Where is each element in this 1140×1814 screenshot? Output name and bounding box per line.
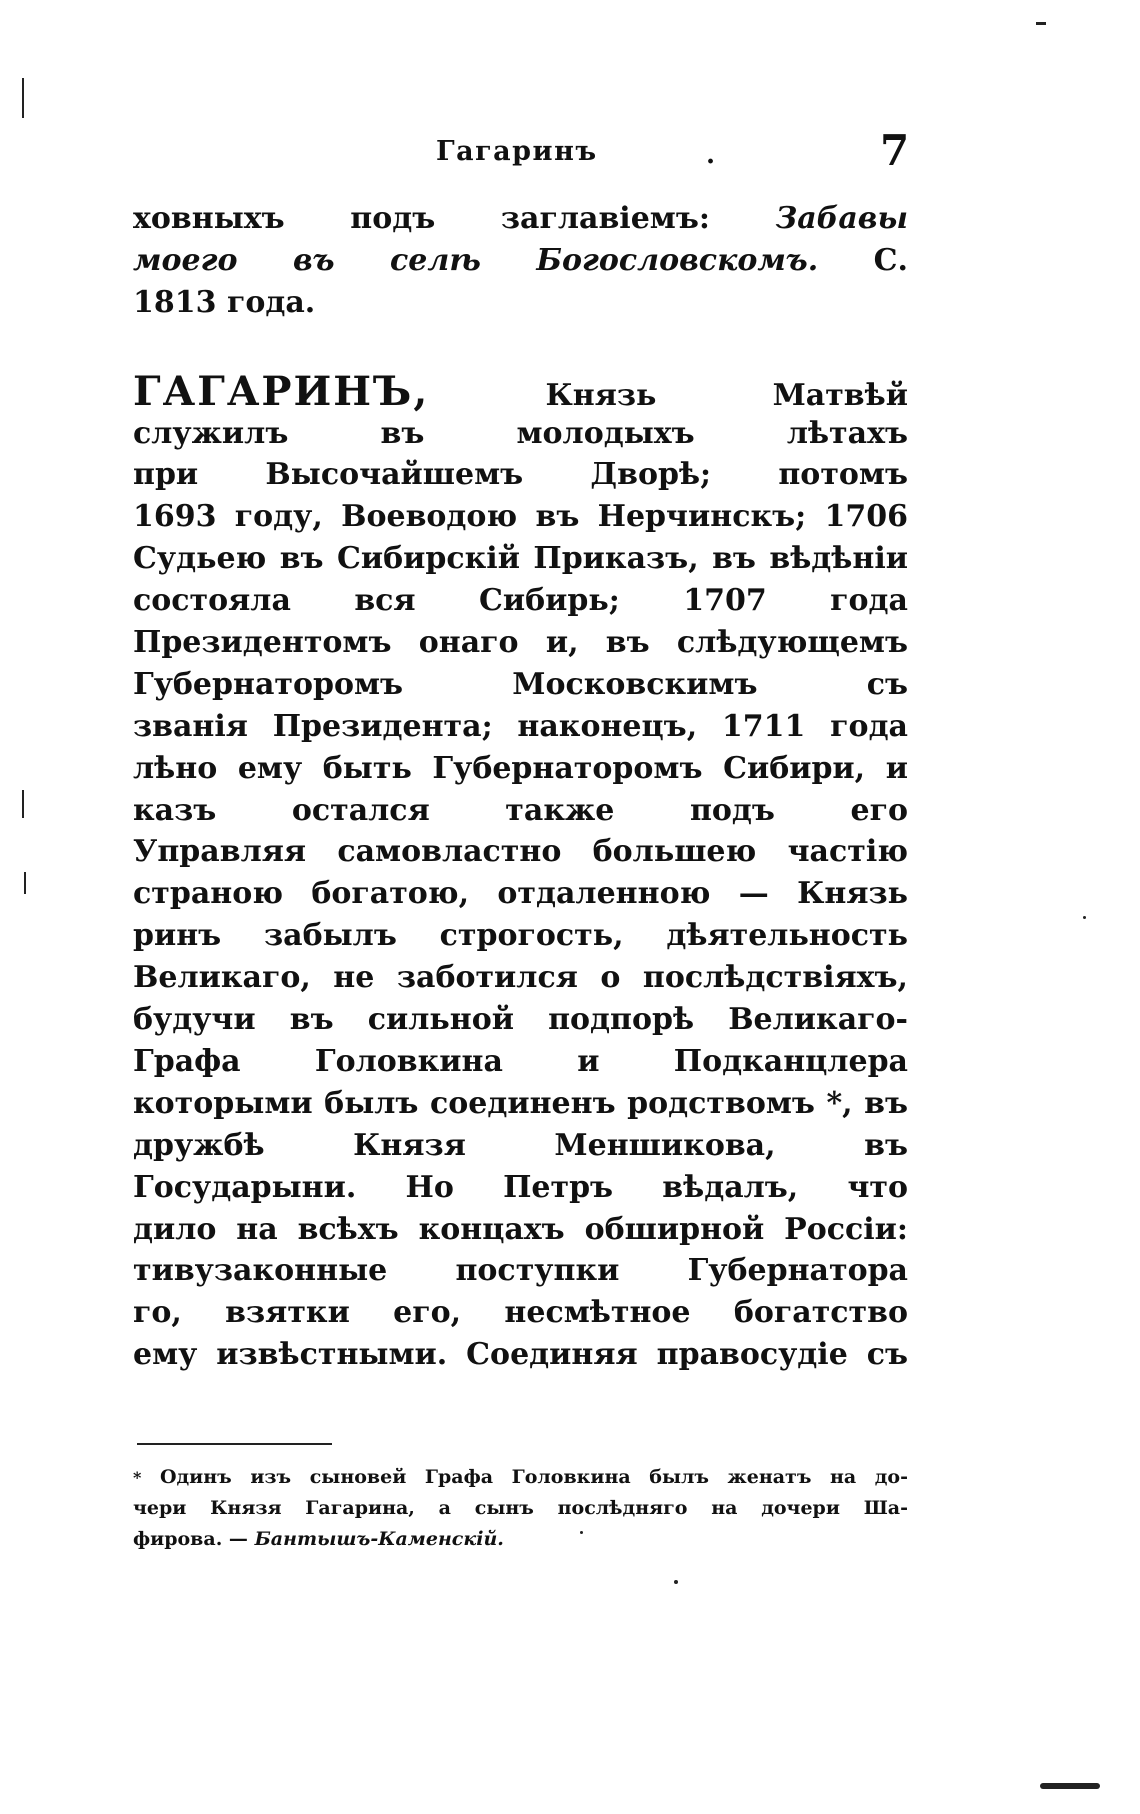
text-line: ринъ забылъ строгость, дѣятельность [133, 918, 908, 954]
text-line: го, взятки его, несмѣтное богатство [133, 1295, 908, 1331]
scan-mark [22, 78, 24, 118]
running-head-dot: . [706, 140, 716, 170]
text-line: Управляя самовластно большею частію [133, 834, 908, 870]
text-line: казъ остался также подъ его [133, 792, 908, 828]
text-line: 1813 года. [133, 284, 316, 320]
text-line: ховныхъ подъ заглавіемъ: Забавы [133, 198, 908, 240]
text-line: лѣно ему быть Губернаторомъ Сибири, и [133, 750, 908, 786]
text-line: при Высочайшемъ Дворѣ; потомъ [133, 457, 908, 493]
text-line: Президентомъ онаго и, въ слѣдующемъ [133, 625, 908, 661]
text-line: дружбѣ Князя Меншикова, въ [133, 1127, 908, 1163]
footnote-rule [137, 1443, 332, 1445]
text-line: состояла вся Сибирь; 1707 года [133, 583, 908, 619]
page-number: 7 [880, 126, 910, 175]
text-line: Губернаторомъ Московскимъ съ [133, 666, 908, 702]
text-line: будучи въ сильной подпорѣ Великаго- [133, 1002, 908, 1038]
text-line: моего въ селѣ Богословскомъ. С. [133, 242, 908, 278]
text-line: которыми былъ соединенъ родствомъ *, въ [133, 1085, 908, 1121]
text-line: Судьею въ Сибирскій Приказъ, въ вѣдѣніи [133, 541, 908, 577]
scan-speck [1083, 916, 1086, 919]
text-line: званія Президента; наконецъ, 1711 года [133, 708, 908, 744]
text-line: ему извѣстными. Соединяя правосудіе съ [133, 1337, 908, 1373]
scan-speck [674, 1580, 678, 1584]
text-line: страною богатою, отдаленною — Князь [133, 876, 908, 912]
book-title: Забавы [775, 201, 908, 236]
scan-mark [1036, 22, 1046, 25]
footnote-line: фирова. — Бантышъ-Каменскій. [133, 1528, 504, 1550]
scan-mark [1040, 1783, 1100, 1789]
scan-mark [22, 790, 24, 818]
text-line: Великаго, не заботился о послѣдствіяхъ, [133, 960, 908, 996]
text-line: тивузаконные поступки Губернатора [133, 1253, 908, 1289]
text-line: Графа Головкина и Подканцлера [133, 1043, 908, 1079]
scan-mark [24, 872, 26, 894]
footnote-line: * Одинъ изъ сыновей Графа Головкина былъ женатъ на до- [133, 1466, 908, 1488]
book-title: моего въ селѣ Богословскомъ. [133, 242, 819, 278]
text-line: служилъ въ молодыхъ лѣтахъ [133, 415, 908, 451]
footnote-marker: * [133, 1468, 142, 1487]
entry-headword: ГАГАРИНЪ, [133, 370, 430, 413]
text-line: 1693 году, Воеводою въ Нерчинскъ; 1706 [133, 499, 908, 535]
entry-first-line: ГАГАРИНЪ, Князь Матвѣй [133, 371, 908, 413]
text-line: дило на всѣхъ концахъ обширной Россіи: [133, 1211, 908, 1247]
text-line: Государыни. Но Петръ вѣдалъ, что [133, 1169, 908, 1205]
body-text [133, 198, 908, 1376]
footnote-line: чери Князя Гагарина, а сынъ послѣдняго на дочери Ша- [133, 1497, 908, 1519]
footnote [133, 1462, 908, 1555]
running-head: Гагаринъ [436, 136, 598, 167]
footnote-source: Бантышъ-Каменскій. [254, 1528, 504, 1550]
